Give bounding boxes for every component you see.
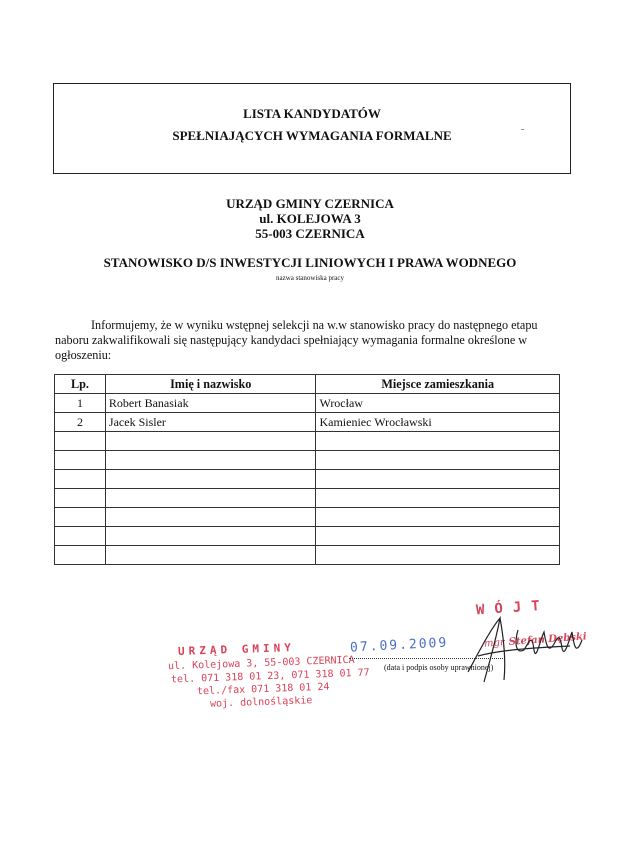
cell-name (105, 527, 316, 546)
cell-name (105, 489, 316, 508)
cell-residence (316, 489, 560, 508)
cell-lp: 2 (55, 413, 106, 432)
cell-lp (55, 451, 106, 470)
cell-lp: 1 (55, 394, 106, 413)
cell-name (105, 546, 316, 565)
cell-residence (316, 508, 560, 527)
table-row (55, 451, 560, 470)
cell-residence (316, 470, 560, 489)
table-row (55, 394, 560, 413)
cell-lp (55, 546, 106, 565)
table-row (55, 508, 560, 527)
header-mark: - (521, 124, 525, 135)
cell-lp (55, 527, 106, 546)
cell-name: Jacek Sisler (105, 413, 316, 432)
office-street: ul. KOLEJOWA 3 (259, 211, 361, 226)
office-stamp-address: ul. Kolejowa 3, 55-003 CZERNICA (167, 654, 355, 673)
cell-name (105, 470, 316, 489)
col-header-residence: Miejsce zamieszkania (316, 375, 560, 394)
cell-residence (316, 546, 560, 565)
handwritten-signature-icon (460, 610, 590, 690)
cell-residence (316, 527, 560, 546)
col-header-lp: Lp. (55, 375, 106, 394)
official-stamp-title: WÓJT (475, 597, 551, 619)
table-row (55, 470, 560, 489)
cell-residence (316, 451, 560, 470)
cell-residence: Wrocław (316, 394, 560, 413)
cell-name: Robert Banasiak (105, 394, 316, 413)
intro-paragraph (55, 318, 567, 363)
office-stamp-phone: tel. 071 318 01 23, 071 318 01 77 (170, 667, 370, 686)
cell-lp (55, 489, 106, 508)
cell-residence (316, 432, 560, 451)
cell-residence: Kamieniec Wrocławski (316, 413, 560, 432)
position-caption: nazwa stanowiska pracy (275, 274, 345, 282)
position-title: STANOWISKO D/S INWESTYCJI LINIOWYCH I PRAWA WODNEGO (103, 255, 517, 270)
col-header-name: Imię i nazwisko (105, 375, 316, 394)
cell-lp (55, 508, 106, 527)
table-row (55, 413, 560, 432)
cell-lp (55, 432, 106, 451)
signature-date: 07.09.2009 (349, 635, 449, 656)
table-row (55, 546, 560, 565)
office-stamp-fax: tel./fax 071 318 01 24 (196, 681, 330, 698)
document-header-box (53, 83, 571, 174)
cell-name (105, 508, 316, 527)
office-stamp-region: woj. dolnośląskie (209, 695, 313, 710)
office-city: 55-003 CZERNICA (255, 226, 365, 241)
table-header-row (55, 375, 560, 394)
official-name: Stefan Dębski (508, 631, 588, 648)
table-row (55, 489, 560, 508)
table-row (55, 527, 560, 546)
candidates-table (54, 374, 560, 565)
signature-caption: (data i podpis osoby uprawnionej) (384, 663, 494, 672)
header-title-line1: LISTA KANDYDATÓW (243, 106, 381, 121)
table-row (55, 432, 560, 451)
header-title-line2: SPEŁNIAJĄCYCH WYMAGANIA FORMALNE (172, 128, 452, 143)
intro-text: Informujemy, że w wyniku wstępnej selekcji na w.w stanowisko pracy do następnego etapu naboru zakwalifikowali się następujący kandydaci spełniający wymagania formalne określone w ogłoszeniu: (55, 318, 538, 362)
cell-name (105, 432, 316, 451)
official-title: mgr (483, 637, 506, 650)
cell-lp (55, 470, 106, 489)
office-stamp-title: URZĄD GMINY (177, 640, 296, 659)
cell-name (105, 451, 316, 470)
office-name: URZĄD GMINY CZERNICA (226, 196, 394, 211)
